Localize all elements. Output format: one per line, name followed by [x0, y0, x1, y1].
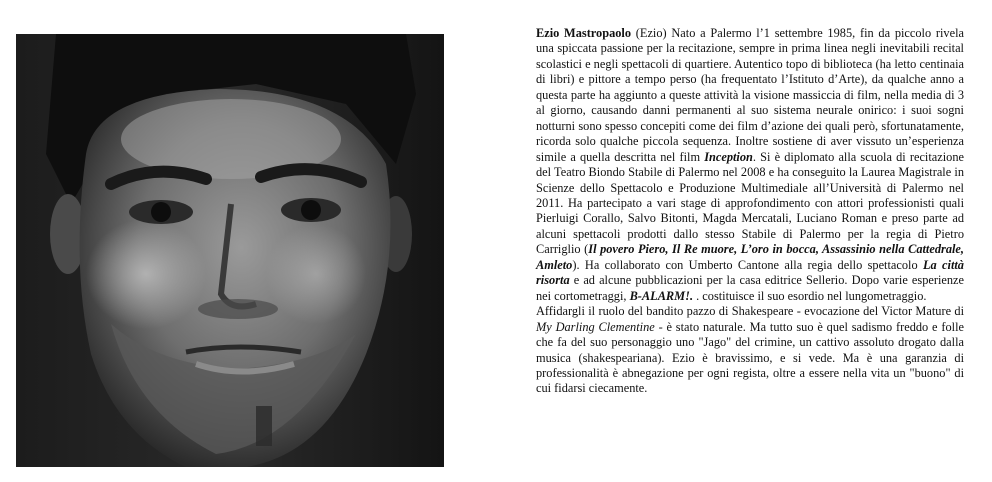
film-title: Inception — [704, 149, 753, 164]
bio-paragraph-1 — [536, 26, 964, 304]
bio-text: ). Ha collaborato con Umberto Cantone alla regia dello spettacolo — [572, 257, 923, 272]
bio-text: . Si è diplomato alla scuola di recitazione del Teatro Biondo Stabile di Palermo nel 2008 e ha conseguito la Laurea Magistrale in Scienze dello Spettacolo e Produzione Multimediale all’Università di Palermo nel 2011. Ha partecipato a vari stage di approfondimento con attori professionisti quali Pierluigi Corallo, Salvo Bitonti, Magda Mercatali, Luciano Roman e preso parte ad alcuni spettacoli prodotti dallo stesso Stabile di Palermo per la regia di Pietro Carriglio ( — [536, 149, 964, 257]
actor-name: Ezio Mastropaolo — [536, 26, 632, 40]
bio-text: e ad alcune pubblicazioni per la casa editrice Sellerio. Dopo varie esperienze nei cortometraggi, — [536, 273, 964, 303]
biography-text — [536, 26, 964, 397]
bio-text: Affidargli il ruolo del bandito pazzo di Shakespeare - evocazione del Victor Mature di — [536, 304, 964, 319]
bio-text: (Ezio) Nato a Palermo l’1 settembre 1985, fin da piccolo rivela una spiccata passione per la recitazione, sempre in prima linea negli inevitabili recital scolastici e negli spettacoli di quartiere. Autentico topo di biblioteca (ha letto centinaia di libri) e pittore a tempo perso (ha frequentato l’Istituto d’Arte), da qualche anno a questa parte ha aggiunto a queste attività la visione massiccia di film, nella media di 3 al giorno, causando danni permanenti al suo sistema neurale onirico: i suoi sogni notturni sono spesso concepiti come dei film d’azione dei quali però, sfortunatamente, ricorda solo qualche piccola sequenza. Inoltre sostiene di aver vissuto un’esperienza simile a quella descritta nel film — [536, 26, 964, 164]
play-titles: Il povero Piero, Il Re muore, L’oro in bocca, Assassinio nella Cattedrale, Amleto — [536, 242, 964, 272]
bio-text: - è stato naturale. Ma tutto suo è quel sadismo freddo e folle che fa del suo personaggio uno "Jago" del crimine, un cattivo assoluto drogato dalla musica (shakespeariana). Ezio è bravissimo, e si vede. Ma è una garanzia di professionalità è abnegazione per ogni regista, oltre a essere nella vita un "buono" di cui fidarsi ciecamente. — [536, 319, 964, 396]
portrait-image — [16, 34, 444, 467]
film-title: My Darling Clementine — [536, 319, 655, 334]
film-title: B-ALARM!. — [629, 288, 694, 303]
bio-paragraph-2 — [536, 304, 964, 397]
play-title: La città risorta — [536, 257, 964, 288]
bio-text: . costituisce il suo esordio nel lungometraggio. — [693, 288, 927, 303]
actor-portrait — [16, 34, 444, 467]
